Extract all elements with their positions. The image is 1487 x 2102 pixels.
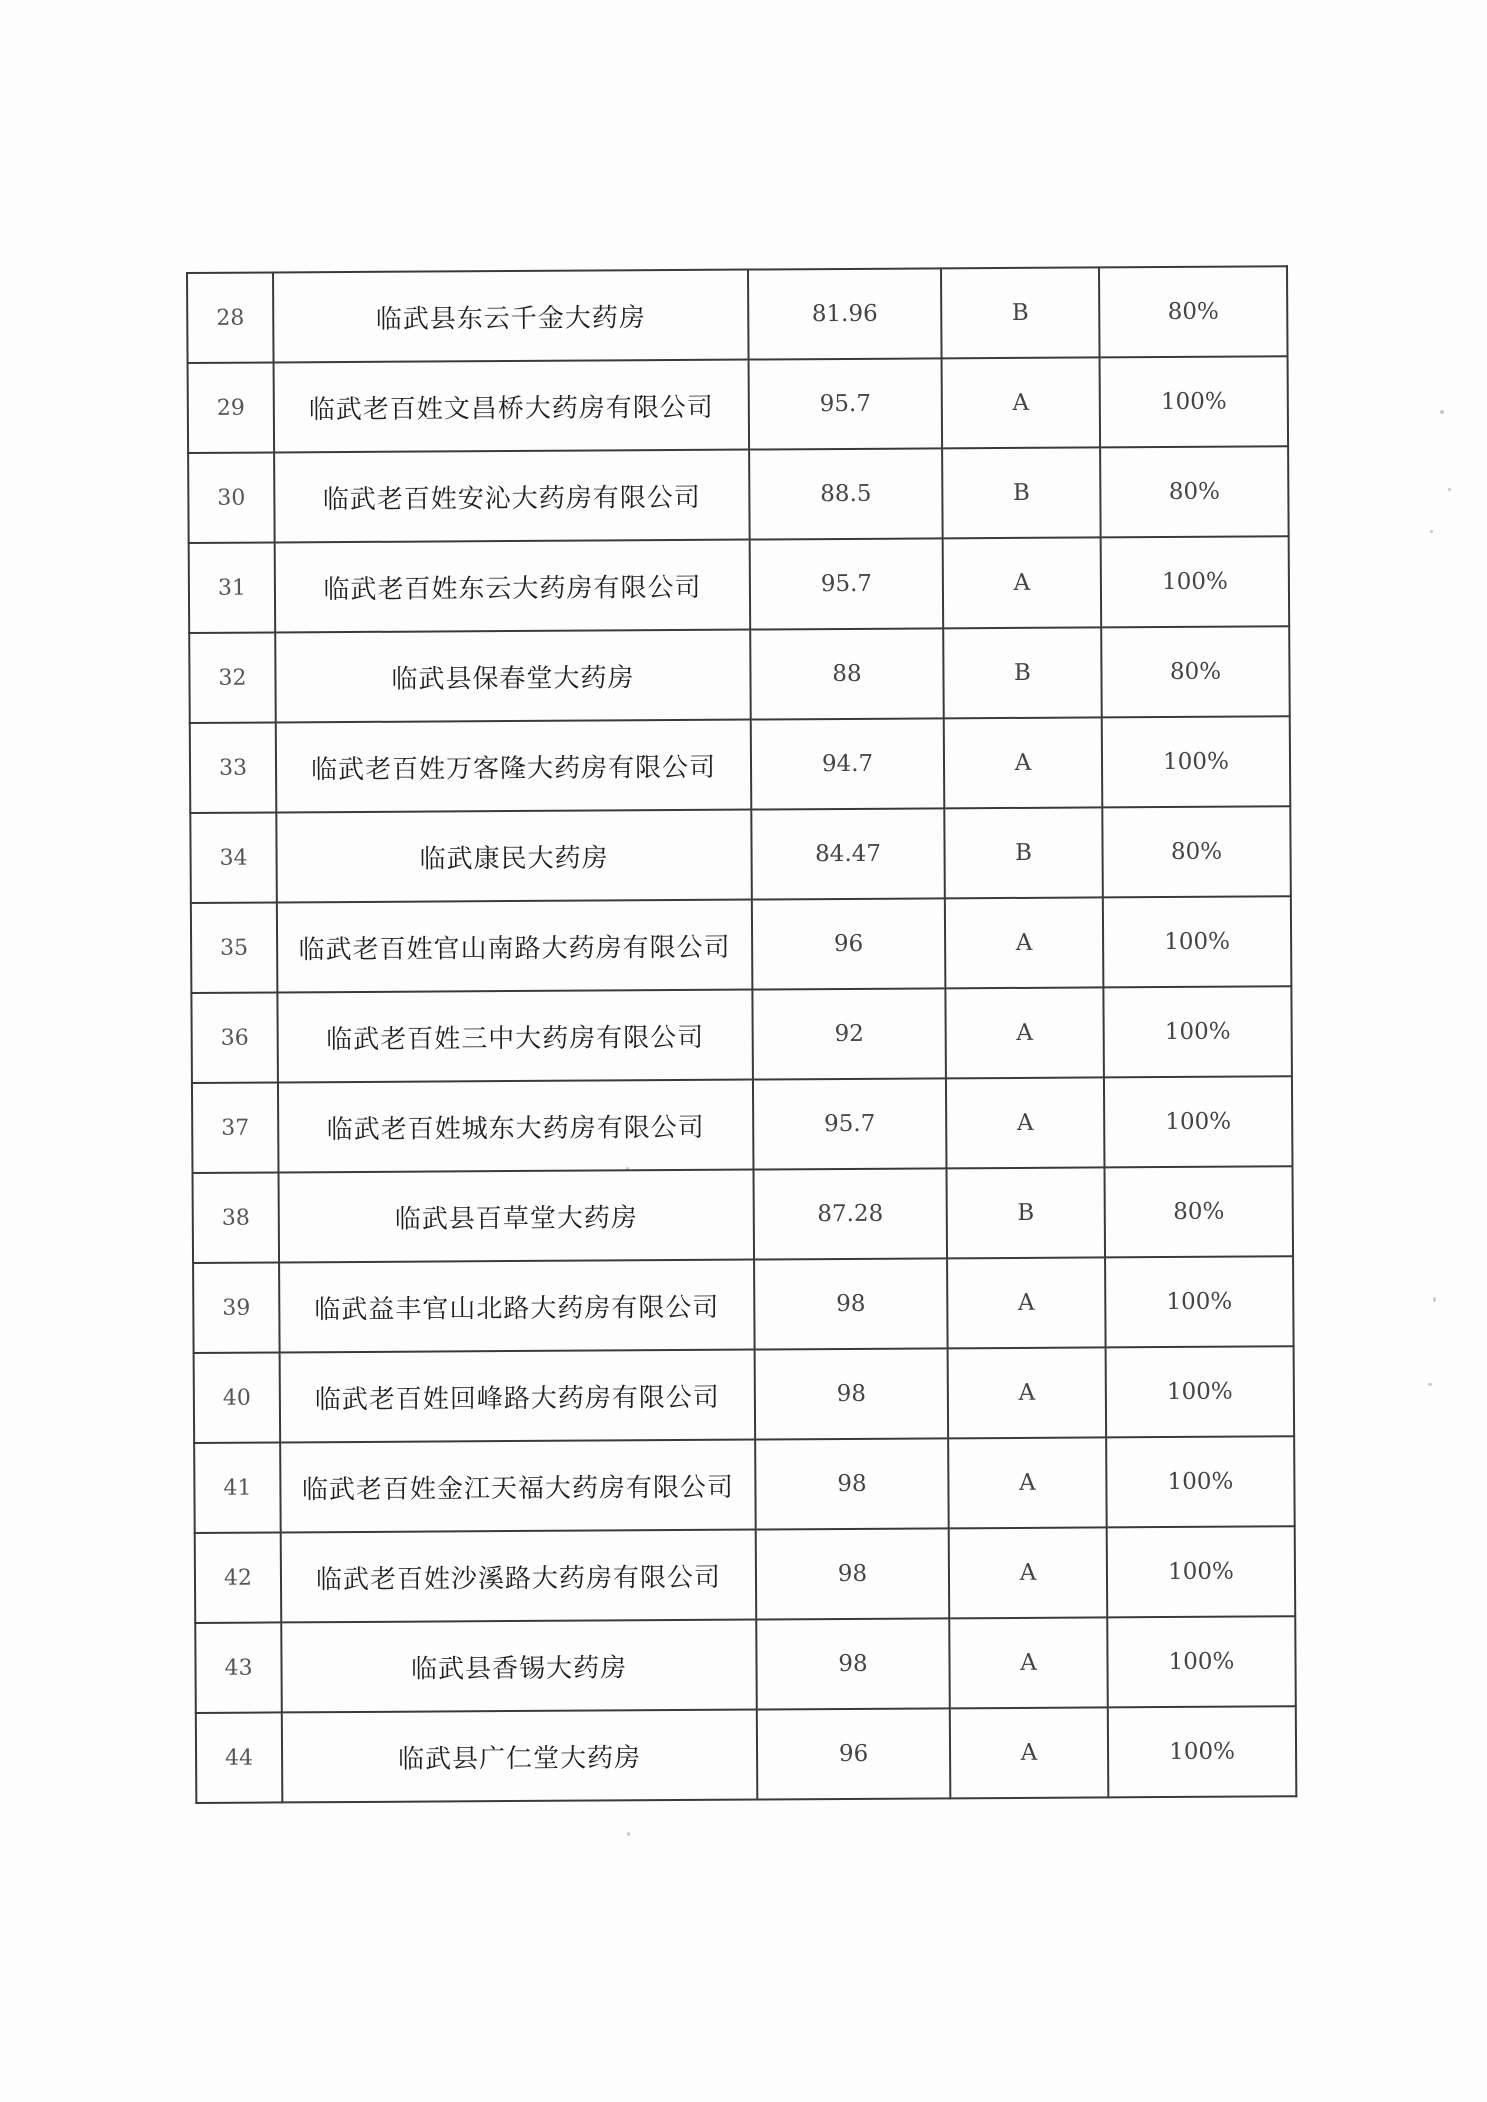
table-row bbox=[189, 536, 1290, 633]
row-number: 30 bbox=[188, 452, 275, 543]
grade: B bbox=[941, 267, 1100, 358]
ratio: 100% bbox=[1104, 1076, 1293, 1167]
row-number: 29 bbox=[188, 362, 275, 453]
row-number: 34 bbox=[190, 812, 277, 903]
pharmacy-name: 临武益丰官山北路大药房有限公司 bbox=[279, 1260, 755, 1353]
grade: B bbox=[944, 807, 1103, 898]
scan-speck bbox=[627, 1832, 630, 1836]
pharmacy-name: 临武老百姓沙溪路大药房有限公司 bbox=[281, 1530, 757, 1623]
ratio: 100% bbox=[1107, 1616, 1296, 1707]
table-row bbox=[195, 1526, 1296, 1623]
score: 88.5 bbox=[749, 448, 943, 539]
score: 98 bbox=[756, 1528, 950, 1619]
row-number: 38 bbox=[193, 1172, 280, 1263]
pharmacy-name: 临武老百姓官山南路大药房有限公司 bbox=[277, 900, 753, 993]
table-row bbox=[191, 986, 1292, 1083]
score: 96 bbox=[757, 1708, 951, 1799]
score: 98 bbox=[755, 1348, 949, 1439]
table-row bbox=[190, 806, 1291, 903]
score: 81.96 bbox=[748, 268, 942, 359]
pharmacy-name: 临武老百姓安沁大药房有限公司 bbox=[274, 450, 750, 543]
pharmacy-name: 临武康民大药房 bbox=[276, 810, 752, 903]
ratio: 100% bbox=[1102, 716, 1291, 807]
ratio: 80% bbox=[1099, 266, 1288, 357]
ratio: 100% bbox=[1105, 1256, 1294, 1347]
ratio: 100% bbox=[1107, 1526, 1296, 1617]
score: 92 bbox=[752, 988, 946, 1079]
grade: B bbox=[946, 1167, 1105, 1258]
score: 98 bbox=[756, 1618, 950, 1709]
score: 98 bbox=[754, 1258, 948, 1349]
row-number: 43 bbox=[195, 1622, 282, 1713]
pharmacy-name: 临武县百草堂大药房 bbox=[279, 1170, 755, 1263]
grade: A bbox=[943, 537, 1102, 628]
scan-speck bbox=[1430, 530, 1433, 533]
row-number: 37 bbox=[192, 1082, 279, 1173]
ratio: 80% bbox=[1101, 626, 1290, 717]
score: 96 bbox=[752, 898, 946, 989]
table-row bbox=[194, 1436, 1295, 1533]
table-row bbox=[188, 446, 1289, 543]
row-number: 33 bbox=[190, 722, 277, 813]
pharmacy-name: 临武县香锡大药房 bbox=[281, 1620, 757, 1713]
score: 88 bbox=[750, 628, 944, 719]
table-row bbox=[195, 1616, 1296, 1713]
pharmacy-name: 临武老百姓万客隆大药房有限公司 bbox=[276, 720, 752, 813]
score: 95.7 bbox=[750, 538, 944, 629]
ratio: 80% bbox=[1104, 1166, 1293, 1257]
score: 95.7 bbox=[749, 358, 943, 449]
grade: A bbox=[949, 1527, 1108, 1618]
grade: B bbox=[942, 447, 1101, 538]
scan-speck bbox=[1448, 488, 1451, 491]
table-row bbox=[190, 716, 1291, 813]
scan-speck bbox=[1433, 1297, 1436, 1302]
ratio: 100% bbox=[1106, 1436, 1295, 1527]
table-row bbox=[191, 896, 1292, 993]
scan-speck bbox=[1440, 410, 1444, 414]
ratio: 100% bbox=[1101, 536, 1290, 627]
row-number: 28 bbox=[187, 272, 274, 363]
score: 95.7 bbox=[753, 1078, 947, 1169]
row-number: 32 bbox=[189, 632, 276, 723]
ratio: 100% bbox=[1100, 356, 1289, 447]
pharmacy-grade-table bbox=[186, 265, 1297, 1804]
score: 87.28 bbox=[753, 1168, 947, 1259]
table-row bbox=[188, 356, 1289, 453]
pharmacy-name: 临武县保春堂大药房 bbox=[275, 630, 751, 723]
grade: A bbox=[950, 1707, 1109, 1798]
table-row bbox=[192, 1076, 1293, 1173]
ratio: 100% bbox=[1106, 1346, 1295, 1437]
pharmacy-name: 临武老百姓回峰路大药房有限公司 bbox=[280, 1350, 756, 1443]
grade: B bbox=[943, 627, 1102, 718]
row-number: 31 bbox=[189, 542, 276, 633]
table-row bbox=[193, 1166, 1294, 1263]
grade: A bbox=[948, 1437, 1107, 1528]
grade: A bbox=[948, 1347, 1107, 1438]
ratio: 80% bbox=[1100, 446, 1289, 537]
table-row bbox=[187, 266, 1288, 363]
row-number: 39 bbox=[193, 1262, 280, 1353]
grade: A bbox=[949, 1617, 1108, 1708]
grade: A bbox=[942, 357, 1101, 448]
ratio: 100% bbox=[1108, 1706, 1297, 1797]
pharmacy-name: 临武老百姓金江天福大药房有限公司 bbox=[280, 1440, 756, 1533]
grade: A bbox=[945, 897, 1104, 988]
scan-speck bbox=[1428, 1383, 1432, 1386]
table-row bbox=[194, 1346, 1295, 1443]
grade: A bbox=[945, 987, 1104, 1078]
ratio: 100% bbox=[1103, 896, 1292, 987]
score: 98 bbox=[755, 1438, 949, 1529]
table-row bbox=[189, 626, 1290, 723]
ratio: 100% bbox=[1103, 986, 1292, 1077]
pharmacy-name: 临武县广仁堂大药房 bbox=[282, 1710, 758, 1803]
table-row bbox=[193, 1256, 1294, 1353]
score: 94.7 bbox=[751, 718, 945, 809]
ratio: 80% bbox=[1102, 806, 1291, 897]
grade: A bbox=[946, 1077, 1105, 1168]
grade: A bbox=[944, 717, 1103, 808]
table-row bbox=[196, 1706, 1297, 1803]
pharmacy-name: 临武老百姓城东大药房有限公司 bbox=[278, 1080, 754, 1173]
pharmacy-name: 临武县东云千金大药房 bbox=[273, 270, 749, 363]
pharmacy-name: 临武老百姓东云大药房有限公司 bbox=[275, 540, 751, 633]
pharmacy-name: 临武老百姓文昌桥大药房有限公司 bbox=[274, 360, 750, 453]
grade: A bbox=[947, 1257, 1106, 1348]
table-body bbox=[187, 266, 1296, 1803]
row-number: 42 bbox=[195, 1532, 282, 1623]
row-number: 35 bbox=[191, 902, 278, 993]
row-number: 41 bbox=[194, 1442, 281, 1533]
row-number: 40 bbox=[194, 1352, 281, 1443]
row-number: 44 bbox=[196, 1712, 283, 1803]
row-number: 36 bbox=[191, 992, 278, 1083]
score: 84.47 bbox=[751, 808, 945, 899]
pharmacy-name: 临武老百姓三中大药房有限公司 bbox=[277, 990, 753, 1083]
